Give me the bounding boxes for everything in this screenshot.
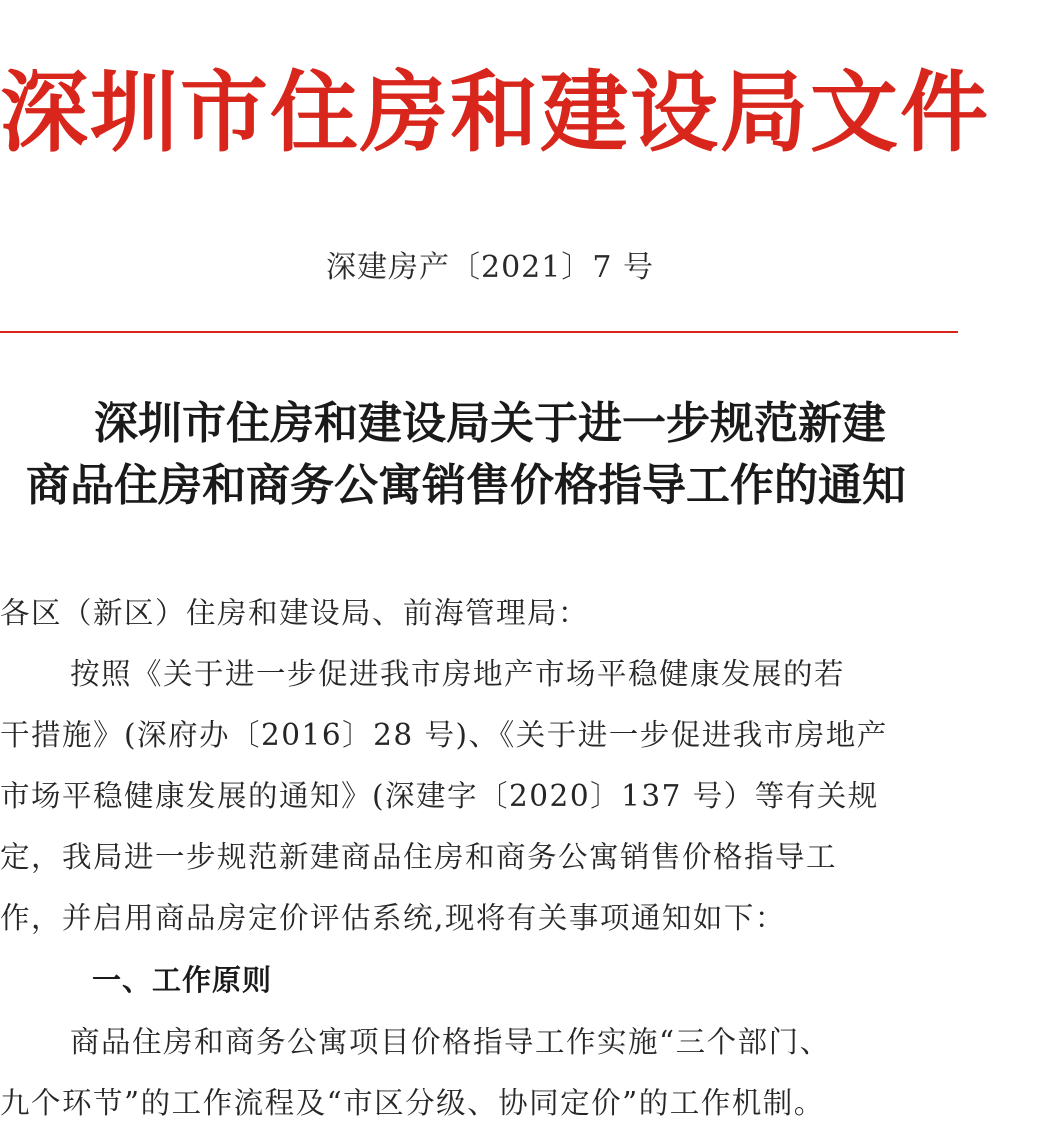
section-1-paragraph: [0, 1012, 1030, 1134]
notice-title: [0, 394, 980, 516]
paragraph-line: 按照《关于进一步促进我市房地产市场平稳健康发展的若: [70, 657, 846, 691]
red-divider-line: [0, 331, 958, 333]
notice-title-line-1: 深圳市住房和建设局关于进一步规范新建: [94, 398, 886, 449]
notice-title-line-2: 商品住房和商务公寓销售价格指导工作的通知: [26, 460, 906, 511]
paragraph-line: 干措施》(深府办〔2016〕28 号)、《关于进一步促进我市房地产: [0, 718, 888, 752]
paragraph-line: 作，并启用商品房定价评估系统,现将有关事项通知如下：: [0, 901, 786, 935]
section-heading-1: 一、工作原则: [92, 963, 273, 997]
paragraph-line: 九个环节”的工作流程及“市区分级、协同定价”的工作机制。: [0, 1086, 825, 1120]
addressee: [0, 583, 1030, 644]
document-number: 深建房产〔2021〕7 号: [326, 250, 654, 285]
paragraph-line: 商品住房和商务公寓项目价格指导工作实施“三个部门、: [70, 1025, 831, 1059]
paragraph-line: 市场平稳健康发展的通知》(深建字〔2020〕137 号）等有关规: [0, 779, 879, 813]
agency-header-title: 深圳市住房和建设局文件: [0, 60, 991, 164]
paragraph-line: 定，我局进一步规范新建商品住房和商务公寓销售价格指导工: [0, 840, 838, 874]
body-paragraph-1: [0, 644, 1030, 949]
addressee-text: 各区（新区）住房和建设局、前海管理局：: [0, 596, 590, 630]
